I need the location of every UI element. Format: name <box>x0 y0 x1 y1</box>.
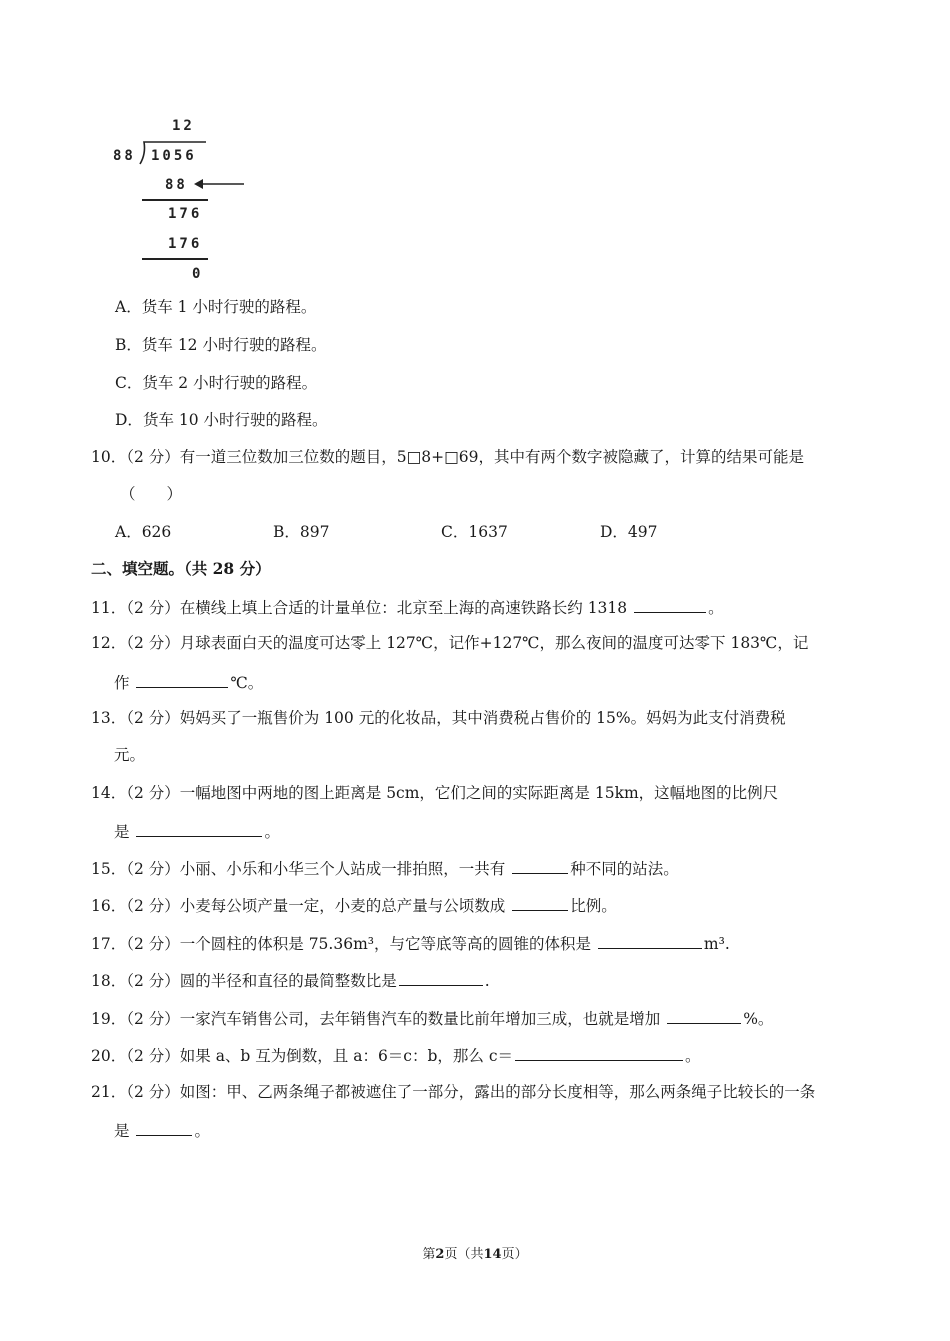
q10-option-d: D．497 <box>600 523 658 541</box>
question-15: 15．（2 分）小丽、小乐和小华三个人站成一排拍照，一共有 种不同的站法。 <box>91 857 679 879</box>
section-2-title: 二、填空题。（共 28 分） <box>91 559 271 578</box>
question-17: 17．（2 分）一个圆柱的体积是 75.36m³，与它等底等高的圆锥的体积是 m³. <box>91 932 730 954</box>
answer-blank-16[interactable] <box>512 894 568 911</box>
q9-option-b: B．货车 12 小时行驶的路程。 <box>115 336 327 354</box>
question-13-line2: 元。 <box>114 746 146 764</box>
division-line-2 <box>142 258 208 260</box>
q10-option-a: A．626 <box>115 523 172 541</box>
division-step1: 88 <box>165 177 188 193</box>
q9-option-a: A．货车 1 小时行驶的路程。 <box>115 298 317 316</box>
division-step3: 176 <box>168 236 203 252</box>
answer-blank-17[interactable] <box>598 932 702 949</box>
question-20: 20．（2 分）如果 a、b 互为倒数，且 a：6＝c：b，那么 c＝ 。 <box>91 1044 701 1066</box>
question-11: 11．（2 分）在横线上填上合适的计量单位：北京至上海的高速铁路长约 1318 。 <box>91 596 724 618</box>
question-12-line2: 作 ℃。 <box>114 671 263 693</box>
answer-blank-18[interactable] <box>399 969 483 986</box>
question-12-line1: 12．（2 分）月球表面白天的温度可达零上 127℃，记作+127℃，那么夜间的温度可达零下 183℃，记 <box>91 634 809 652</box>
division-line-1 <box>142 199 208 201</box>
division-dividend: 1056 <box>151 148 197 164</box>
answer-blank-19[interactable] <box>667 1007 741 1024</box>
q9-option-d: D．货车 10 小时行驶的路程。 <box>115 411 328 429</box>
question-21-line1: 21．（2 分）如图：甲、乙两条绳子都被遮住了一部分，露出的部分长度相等，那么两条绳子比较长的一条 <box>91 1083 816 1101</box>
arrow-left-icon <box>194 177 246 191</box>
answer-blank-14[interactable] <box>136 820 262 837</box>
answer-blank-11[interactable] <box>634 596 706 613</box>
question-10-line2: （ ） <box>120 485 183 503</box>
q10-option-b: B．897 <box>273 523 330 541</box>
q9-option-c: C．货车 2 小时行驶的路程。 <box>115 374 318 392</box>
question-10-line1: 10．（2 分）有一道三位数加三位数的题目，5□8+□69，其中有两个数字被隐藏了，计算的结果可能是 <box>91 448 804 466</box>
question-19: 19．（2 分）一家汽车销售公司，去年销售汽车的数量比前年增加三成，也就是增加 %。 <box>91 1007 773 1029</box>
question-18: 18．（2 分）圆的半径和直径的最简整数比是 . <box>91 969 490 991</box>
answer-blank-15[interactable] <box>512 857 568 874</box>
answer-blank-21[interactable] <box>136 1119 192 1136</box>
answer-blank-12[interactable] <box>136 671 228 688</box>
question-14-line1: 14．（2 分）一幅地图中两地的图上距离是 5cm，它们之间的实际距离是 15km，这幅地图的比例尺 <box>91 784 779 802</box>
division-step2: 176 <box>168 206 203 222</box>
question-14-line2: 是 。 <box>114 820 280 842</box>
division-remainder: 0 <box>192 266 204 282</box>
q10-option-c: C．1637 <box>441 523 508 541</box>
current-page-number: 2 <box>435 1247 445 1262</box>
question-21-line2: 是 。 <box>114 1119 210 1141</box>
total-page-count: 14 <box>483 1247 502 1262</box>
division-divisor: 88 <box>113 148 136 164</box>
division-quotient: 12 <box>172 118 195 134</box>
question-16: 16．（2 分）小麦每公顷产量一定，小麦的总产量与公顷数成 比例。 <box>91 894 617 916</box>
answer-blank-20[interactable] <box>515 1044 683 1061</box>
question-13-line1: 13．（2 分）妈妈买了一瓶售价为 100 元的化妆品，其中消费税占售价的 15%。妈妈为此支付消费税 <box>91 709 786 727</box>
page-footer: 第2页（共14页） <box>422 1247 528 1262</box>
